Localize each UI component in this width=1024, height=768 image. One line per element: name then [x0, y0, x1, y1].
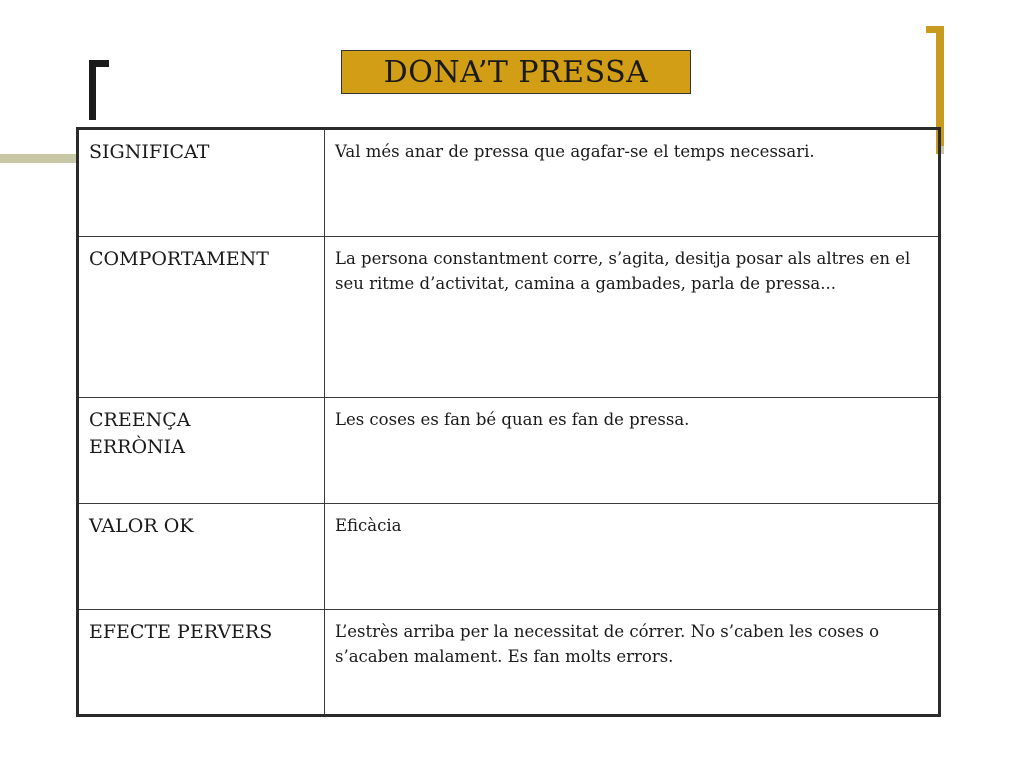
table-row-efecte-pervers	[78, 610, 940, 716]
table-row-creenca-erronia	[78, 398, 940, 504]
right-bracket-ornament-top	[926, 26, 944, 33]
slide-title	[341, 50, 691, 94]
row-label: SIGNIFICAT	[78, 129, 325, 237]
row-description: Val més anar de pressa que agafar-se el temps necessari.	[325, 129, 940, 237]
table-row-comportament	[78, 237, 940, 398]
slide-title-text: DONA’T PRESSA	[383, 54, 649, 90]
table-row-valor-ok	[78, 504, 940, 610]
info-table	[76, 127, 941, 717]
row-label: EFECTE PERVERS	[78, 610, 325, 716]
row-description: Les coses es fan bé quan es fan de pressa.	[325, 398, 940, 504]
table-row-significat	[78, 129, 940, 237]
row-description: Eficàcia	[325, 504, 940, 610]
left-bracket-ornament-top	[89, 60, 109, 67]
row-label: CREENÇA ERRÒNIA	[78, 398, 325, 504]
row-label: VALOR OK	[78, 504, 325, 610]
left-bracket-ornament	[89, 60, 96, 120]
left-accent-bar	[0, 154, 78, 163]
row-description: La persona constantment corre, s’agita, desitja posar als altres en el seu ritme d’activitat, camina a gambades, parla de pressa...	[325, 237, 940, 398]
row-label: COMPORTAMENT	[78, 237, 325, 398]
row-description: L’estrès arriba per la necessitat de córrer. No s’caben les coses o s’acaben malament. Es fan molts errors.	[325, 610, 940, 716]
